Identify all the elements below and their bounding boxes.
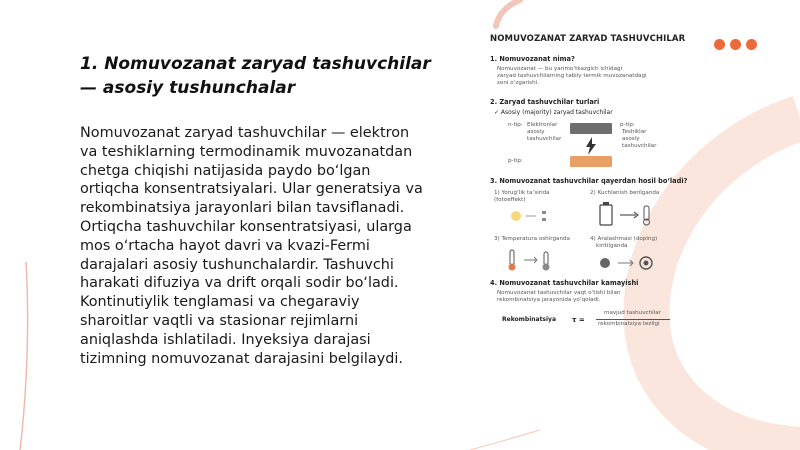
s4-symbol: τ = [572, 316, 585, 324]
s4-text-1: Nomuvozanat tashuvchilar vaqt o‘tishi bilan [497, 290, 621, 296]
title-line-2: — asosiy tushunchalar [80, 78, 296, 98]
dot-1 [714, 39, 725, 50]
s2-n-desc-3: tashuvchilar [527, 136, 562, 142]
infographic-title: NOMUVOZANAT ZARYAD TASHUVCHILAR [490, 34, 686, 44]
s3-item3: 3) Temperatura oshirganda [494, 236, 570, 242]
s2-p-desc-1: Teshiklar [622, 129, 647, 135]
dot-3 [746, 39, 757, 50]
s3-item4-2: kiritilganda [596, 243, 628, 249]
menu-dots-icon [714, 39, 757, 50]
s3-item2: 2) Kuchlanish berilganda [590, 190, 660, 196]
s2-n-desc-2: asosiy [527, 129, 545, 135]
s1-heading: 1. Nomuvozanat nima? [490, 55, 575, 63]
infographic [472, 22, 702, 352]
fraction-line [596, 319, 670, 320]
p-type-bar [570, 156, 612, 167]
slide-paragraph: Nomuvozanat zaryad tashuvchilar — elektron va teshiklarning termodinamik muvozanatdan chetga chiqishi natijasida paydo bo‘lgan ortiqcha konsentratsiyalari. Ular generatsiya va rekombinatsiya jarayonlari bilan tavsiflanadi. Ortiqcha tashuvchilar konsentratsiyasi, ularga mos o‘rtacha hayot davri va kvazi-Fermi darajalari asosiy tushunchalardir. Tashuvchi harakati difuziya va drift orqali sodir bo‘ladi. Kontinutiylik tenglamasi va chegaraviy sharoitlar vaqtli va stasionar rejimlarni aniqlashda ishlatiladi. Inyeksiya darajasi tizimning nomuvozanat darajasini belgilaydi. [80, 125, 423, 367]
s2-p-label-right: p-tip: [620, 122, 635, 128]
thermometer-icon [506, 248, 556, 272]
s2-p-label: p-tip: [508, 158, 523, 164]
s2-p-desc-3: tashuvchilar [622, 143, 657, 149]
dot-2 [730, 39, 741, 50]
left-line [20, 262, 28, 450]
s4-numerator: mavjud tashuvchilar [604, 310, 662, 316]
s4-heading: 4. Nomuvozanat tashuvchilar kamayishi [490, 279, 639, 287]
s2-n-desc-1: Elektronlar [527, 122, 558, 128]
s1-text-2: zaryad tashuvchilarning tabiiy termik muvozanatdagi [497, 73, 647, 79]
battery-icon [598, 202, 658, 228]
s2-sub: ✓ Asosiy (majority) zaryad tashuvchilar [494, 109, 613, 116]
title-line-1: 1. Nomuvozanat zaryad tashuvchilar [80, 54, 431, 74]
s2-p-desc-2: asosiy [622, 136, 640, 142]
s4-denominator: rekombinatsiya tezligi [598, 321, 660, 327]
lightning-icon [585, 137, 597, 155]
s1-text-1: Nomuvozanat — bu yarimo‘tkazgich ichidagi [497, 66, 623, 72]
s3-item4-1: 4) Aralashmasi (doping) [590, 236, 658, 242]
bottom-left-line [470, 430, 540, 450]
s4-text-2: rekombinatsiya jarayonida yo‘qoladi. [497, 297, 601, 303]
s3-item1-1: 1) Yorug‘lik ta’sirida [494, 190, 550, 196]
s2-heading: 2. Zaryad tashuvchilar turlari [490, 98, 600, 106]
s1-text-3: soni o‘zgarishi. [497, 80, 539, 86]
n-type-bar [570, 123, 612, 134]
light-icon [508, 208, 556, 224]
s3-heading: 3. Nomuvozanat tashuvchilar qayerdan hosil bo‘ladi? [490, 177, 688, 185]
slide-title [80, 52, 440, 100]
s4-label: Rekombinatsiya [502, 316, 557, 323]
s2-n-label: n-tip: [508, 122, 523, 128]
s3-item1-2: (fotoeffekt) [494, 197, 526, 203]
doping-icon [598, 254, 658, 272]
